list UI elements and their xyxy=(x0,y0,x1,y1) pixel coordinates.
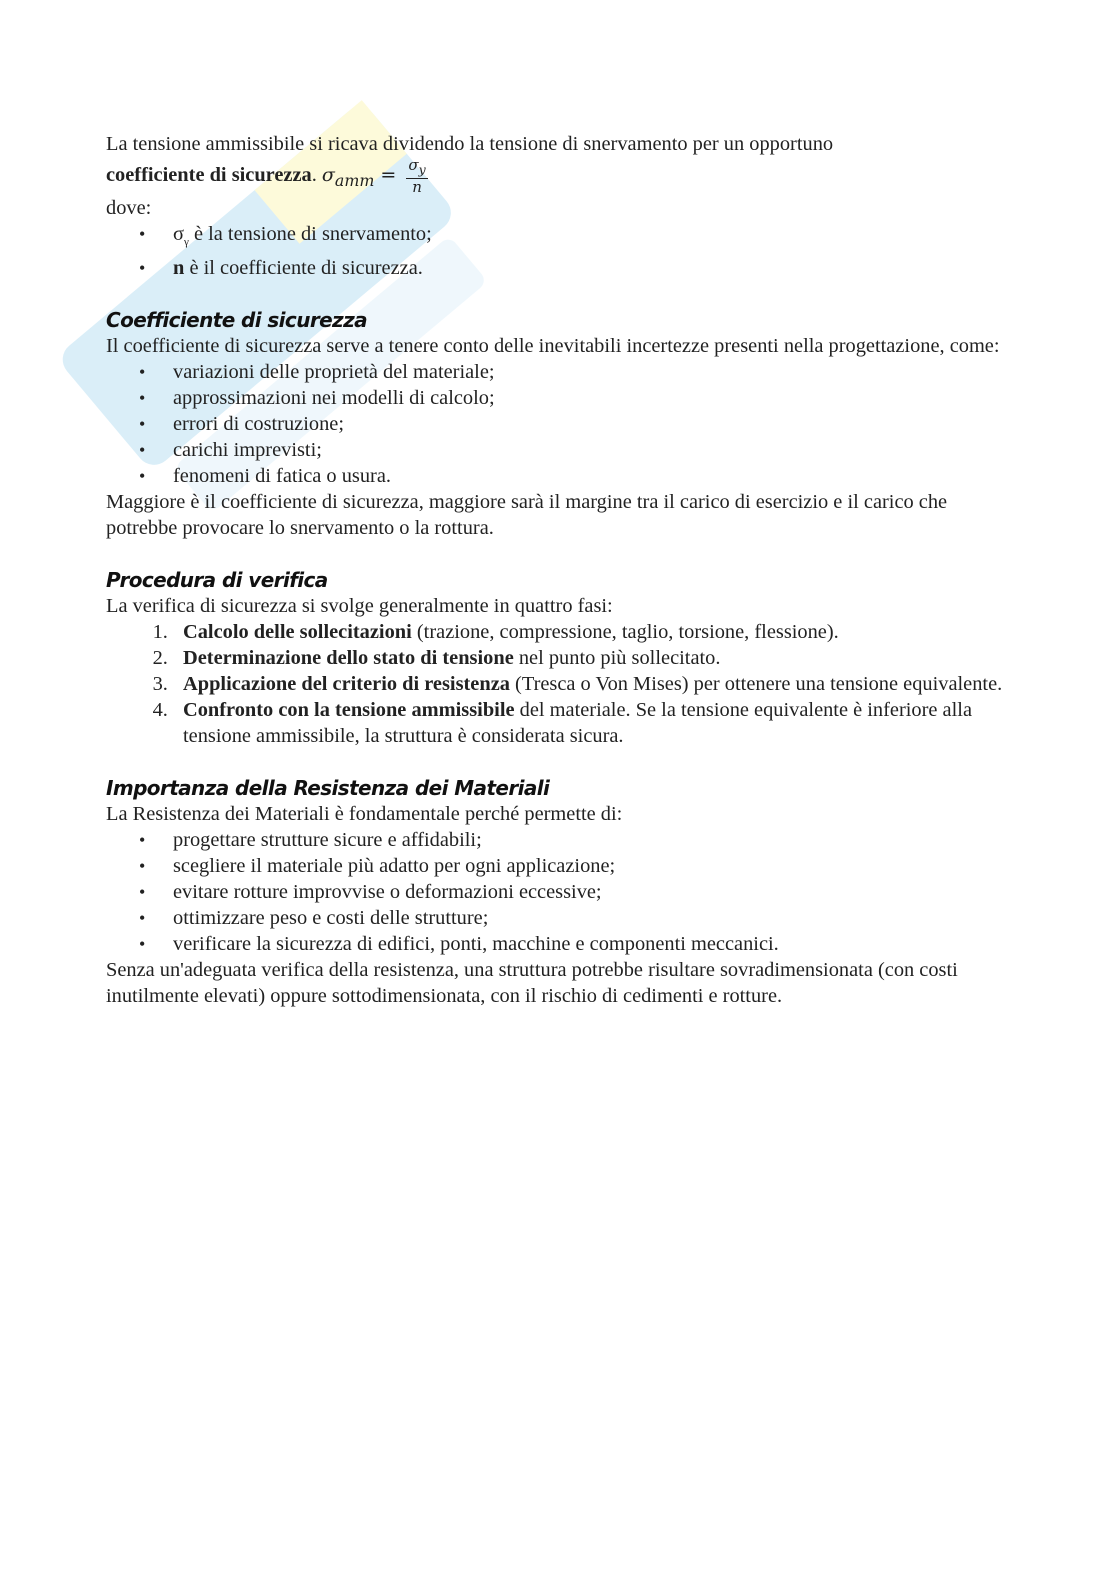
list-item: 1. Calcolo delle sollecitazioni (trazione, compressione, taglio, torsione, flessione). xyxy=(173,619,1006,645)
intro-formula-line xyxy=(106,157,1006,195)
list-item: • $\sigma_\gamma$ è la tensione di snervamento; xyxy=(173,221,1006,255)
list-item: • progettare strutture sicure e affidabili; xyxy=(173,827,1006,853)
section-heading: Procedura di verifica xyxy=(106,568,328,593)
formula: $\sigma_{amm}$ = $\frac{\sigma_y}{n}$ xyxy=(321,156,426,196)
list-item: 3. Applicazione del criterio di resistenza (Tresca o Von Mises) per ottenere una tensione equivalente. xyxy=(173,671,1006,697)
intro-line: La tensione ammissibile si ricava dividendo la tensione di snervamento per un opportuno xyxy=(106,133,834,155)
list-item: • evitare rotture improvvise o deformazioni eccessive; xyxy=(173,879,1006,905)
bullet-list xyxy=(106,359,1006,489)
list-item: • scegliere il materiale più adatto per ogni applicazione; xyxy=(173,853,1006,879)
list-item: • approssimazioni nei modelli di calcolo; xyxy=(173,385,1006,411)
list-item: • fenomeni di fatica o usura. xyxy=(173,463,1006,489)
section-closing: Maggiore è il coefficiente di sicurezza, maggiore sarà il margine tra il carico di esercizio e il carico che potrebbe provocare lo snervamento o la rottura. xyxy=(106,491,948,540)
intro-bold-term: coefficiente di sicurezza xyxy=(106,164,312,186)
dove-label: dove: xyxy=(106,197,152,219)
section-heading: Importanza della Resistenza dei Materiali xyxy=(106,776,550,801)
list-item: • variazioni delle proprietà del materiale; xyxy=(173,359,1006,385)
intro-list xyxy=(106,221,1006,281)
section-paragraph: Il coefficiente di sicurezza serve a tenere conto delle inevitabili incertezze presenti nella progettazione, come: xyxy=(106,335,1000,358)
list-item: • carichi imprevisti; xyxy=(173,437,1006,463)
list-item: 2. Determinazione dello stato di tensione nel punto più sollecitato. xyxy=(173,645,1006,671)
list-item: • verificare la sicurezza di edifici, ponti, macchine e componenti meccanici. xyxy=(173,931,1006,957)
section-paragraph: La verifica di sicurezza si svolge generalmente in quattro fasi: xyxy=(106,595,613,618)
list-item: • n è il coefficiente di sicurezza. xyxy=(173,255,1006,281)
intro-punct: . xyxy=(311,164,322,186)
list-item: • errori di costruzione; xyxy=(173,411,1006,437)
bullet-list xyxy=(106,827,1006,957)
section-paragraph: La Resistenza dei Materiali è fondamentale perché permette di: xyxy=(106,803,623,826)
formula-fraction: $\frac{\sigma_y}{n}$ xyxy=(408,156,426,196)
document-page xyxy=(106,131,1006,1009)
numbered-list xyxy=(106,619,1006,749)
section-closing: Senza un'adeguata verifica della resistenza, una struttura potrebbe risultare sovradimensionata (con costi inutilmente elevati) oppure sottodimensionata, con il rischio di cedimenti e rotture. xyxy=(106,959,958,1008)
section-heading: Coefficiente di sicurezza xyxy=(106,308,368,333)
list-item: • ottimizzare peso e costi delle strutture; xyxy=(173,905,1006,931)
list-item: 4. Confronto con la tensione ammissibile del materiale. Se la tensione equivalente è inferiore alla tensione ammissibile, la struttura è considerata sicura. xyxy=(173,697,1006,749)
